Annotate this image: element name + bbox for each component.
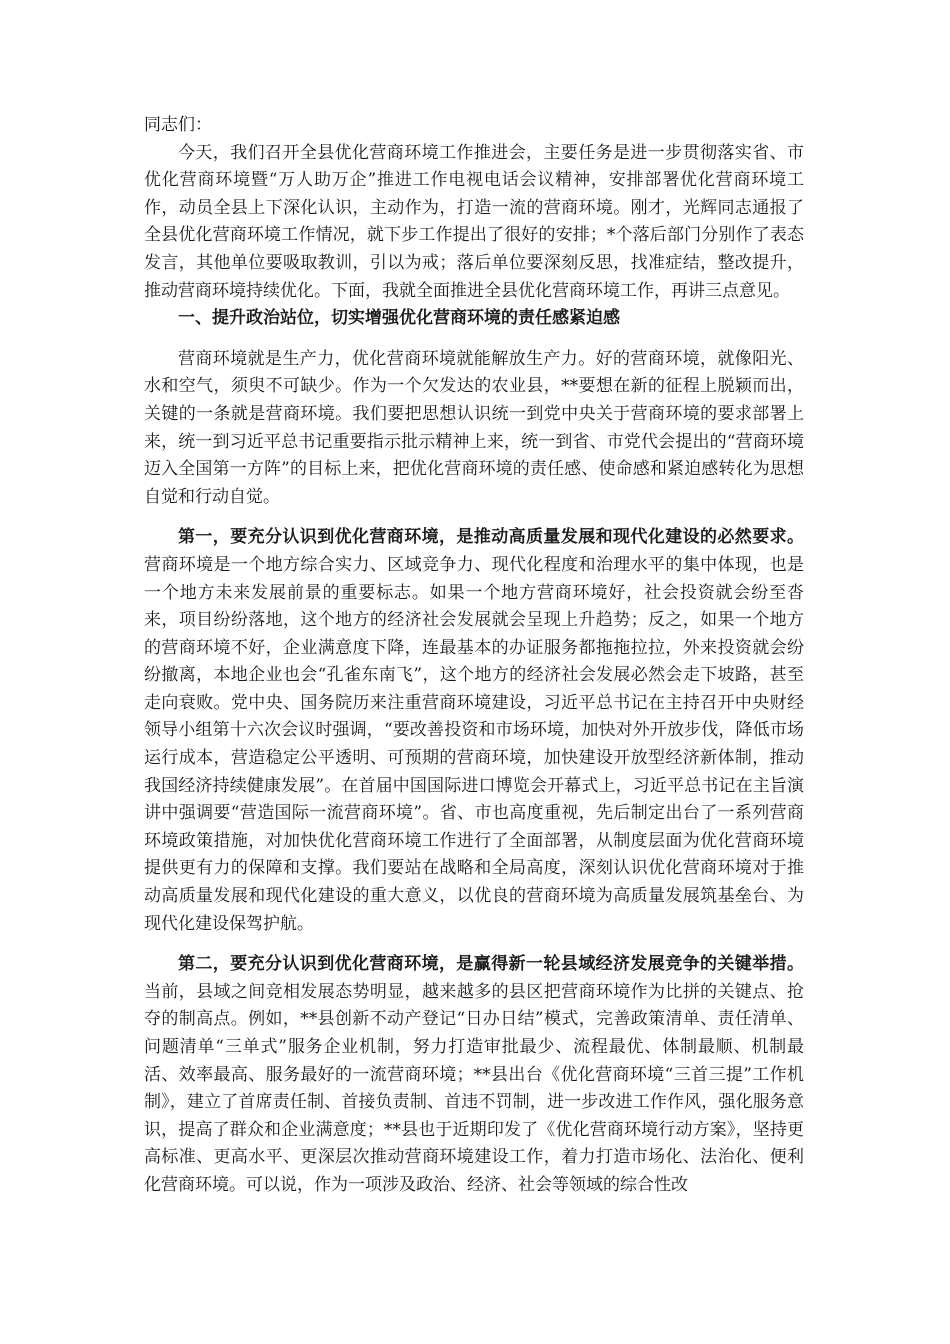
intro-paragraph: 今天，我们召开全县优化营商环境工作推进会，主要任务是进一步贯彻落实省、市优化营商环境暨“万人助万企”推进工作电视电话会议精神，安排部署优化营商环境工作，动员全县上下深化认识，主动作为，打造一流的营商环境。刚才，光辉同志通报了全县优化营商环境工作情况，就下步工作提出了很好的安排；*个落后部门分别作了表态发言，其他单位要吸取教训，引以为戒；落后单位要深刻反思，找准症结，整改提升，推动营商环境持续优化。下面，我就全面推进全县优化营商环境工作，再讲三点意见。 [144,142,804,301]
salutation: 同志们： [144,115,212,135]
document-page [144,112,804,1200]
section-1-paragraph: 营商环境就是生产力，优化营商环境就能解放生产力。好的营商环境，就像阳光、水和空气，须臾不可缺少。作为一个欠发达的农业县，**要想在新的征程上脱颖而出，关键的一条就是营商环境。我们要把思想认识统一到党中央关于营商环境的要求部署上来，统一到习近平总书记重要指示批示精神上来，统一到省、市党代会提出的“营商环境迈入全国第一方阵”的目标上来，把优化营商环境的责任感、使命感和紧迫感转化为思想自觉和行动自觉。 [144,348,804,507]
point-1-body: 营商环境是一个地方综合实力、区域竞争力、现代化程度和治理水平的集中体现，也是一个地方未来发展前景的重要标志。如果一个地方营商环境好，社会投资就会纷至沓来，项目纷纷落地，这个地方的经济社会发展就会呈现上升趋势；反之，如果一个地方的营商环境不好，企业满意度下降，连最基本的办证服务都拖拖拉拉，外来投资就会纷纷撤离，本地企业也会“孔雀东南飞”，这个地方的经济社会发展必然会走下坡路，甚至走向衰败。党中央、国务院历来注重营商环境建设，习近平总书记在主持召开中央财经领导小组第十六次会议时强调，“要改善投资和市场环境，加快对外开放步伐，降低市场运行成本，营造稳定公平透明、可预期的营商环境，加快建设开放型经济新体制，推动我国经济持续健康发展”。在首届中国国际进口博览会开幕式上，习近平总书记在主旨演讲中强调要“营造国际一流营商环境”。省、市也高度重视，先后制定出台了一系列营商环境政策措施，对加快优化营商环境工作进行了全面部署，从制度层面为优化营商环境提供更有力的保障和支撑。我们要站在战略和全局高度，深刻认识优化营商环境对于推动高质量发展和现代化建设的重大意义，以优良的营商环境为高质量发展筑基垒台、为现代化建设保驾护航。 [144,554,804,934]
point-2-lead: 第二，要充分认识到优化营商环境，是赢得新一轮县域经济发展竞争的关键举措。 [178,954,804,975]
section-1-heading: 一、提升政治站位，切实增强优化营商环境的责任感紧迫感 [178,308,620,329]
point-2-paragraph [144,951,804,1199]
point-1-lead: 第一，要充分认识到优化营商环境，是推动高质量发展和现代化建设的必然要求。 [178,527,804,548]
point-1-paragraph [144,524,804,938]
point-2-body: 当前，县域之间竞相发展态势明显，越来越多的县区把营商环境作为比拼的关键点、抢夺的制高点。例如，**县创新不动产登记“日办日结”模式，完善政策清单、责任清单、问题清单“三单式”服务企业机制，努力打造审批最少、流程最优、体制最顺、机制最活、效率最高、服务最好的一流营商环境；**县出台《优化营商环境“三首三提”工作机制》，建立了首席责任制、首接负责制、首违不罚制，进一步改进工作作风，强化服务意识，提高了群众和企业满意度；**县也于近期印发了《优化营商环境行动方案》，坚持更高标准、更高水平、更深层次推动营商环境建设工作，着力打造市场化、法治化、便利化营商环境。可以说，作为一项涉及政治、经济、社会等领域的综合性改 [144,981,804,1195]
